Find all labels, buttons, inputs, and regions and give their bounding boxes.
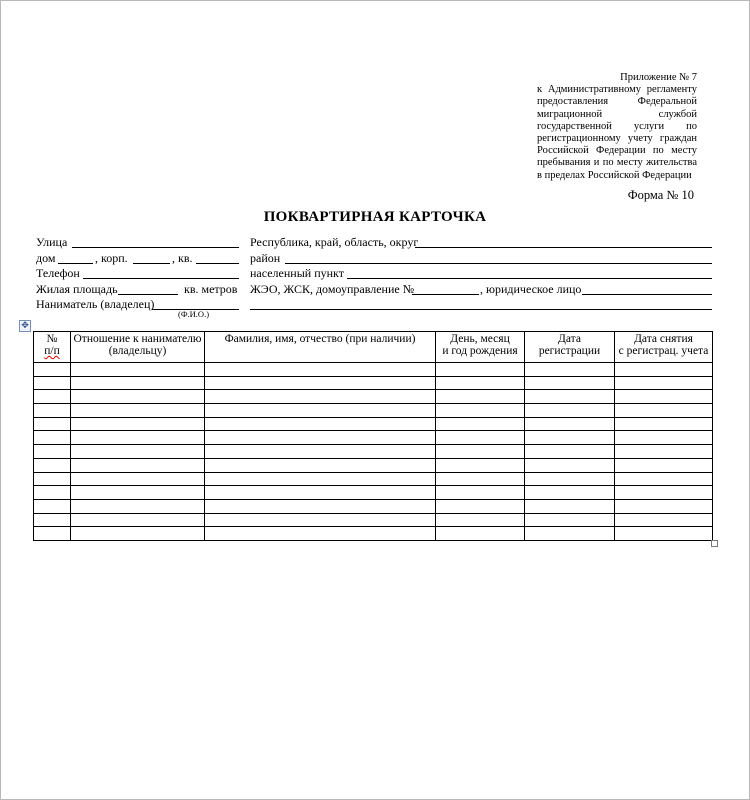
table-cell[interactable] bbox=[71, 445, 205, 459]
building-label: , корп. bbox=[95, 251, 128, 265]
table-row bbox=[34, 527, 713, 541]
table-row bbox=[34, 445, 713, 459]
appendix-line: миграционной службой bbox=[537, 108, 697, 120]
form-number: Форма № 10 bbox=[627, 188, 694, 202]
table-cell[interactable] bbox=[436, 417, 525, 431]
house-field[interactable] bbox=[58, 263, 93, 264]
table-cell[interactable] bbox=[525, 458, 615, 472]
appendix-line: предоставления Федеральной bbox=[537, 96, 697, 108]
table-cell[interactable] bbox=[34, 376, 71, 390]
district-field[interactable] bbox=[285, 263, 712, 264]
housing-org-label: ЖЭО, ЖСК, домоуправление № bbox=[250, 282, 415, 296]
appendix-line: Приложение № 7 bbox=[620, 72, 697, 83]
phone-label: Телефон bbox=[36, 266, 80, 280]
header-line: Дата bbox=[558, 333, 581, 345]
table-cell[interactable] bbox=[436, 445, 525, 459]
header-line: (владельцу) bbox=[108, 345, 167, 357]
col-header-number bbox=[34, 332, 71, 363]
table-row bbox=[34, 376, 713, 390]
appendix-line: к Административному регламенту bbox=[537, 84, 697, 96]
header-line: п/п bbox=[44, 345, 60, 357]
locality-field[interactable] bbox=[347, 278, 712, 279]
header-line: День, месяц bbox=[450, 333, 510, 345]
table-cell[interactable] bbox=[71, 458, 205, 472]
table-cell[interactable] bbox=[436, 458, 525, 472]
table-cell[interactable] bbox=[71, 404, 205, 418]
table-cell[interactable] bbox=[615, 390, 713, 404]
table-cell[interactable] bbox=[615, 363, 713, 377]
table-cell[interactable] bbox=[34, 390, 71, 404]
table-cell[interactable] bbox=[436, 472, 525, 486]
col-header-birth-date bbox=[436, 332, 525, 363]
table-cell[interactable] bbox=[615, 458, 713, 472]
table-cell[interactable] bbox=[71, 527, 205, 541]
extra-line-field[interactable] bbox=[250, 309, 712, 310]
sq-meters-label: кв. метров bbox=[184, 282, 238, 296]
appendix-block bbox=[537, 72, 697, 182]
tenant-label: Наниматель (владелец) bbox=[36, 297, 155, 311]
table-cell[interactable] bbox=[525, 527, 615, 541]
table-cell[interactable] bbox=[205, 376, 436, 390]
locality-label: населенный пункт bbox=[250, 266, 344, 280]
region-field[interactable] bbox=[415, 247, 712, 248]
col-header-registration-date bbox=[525, 332, 615, 363]
table-body bbox=[34, 363, 713, 541]
table-cell[interactable] bbox=[525, 486, 615, 500]
table-cell[interactable] bbox=[205, 513, 436, 527]
table-row bbox=[34, 363, 713, 377]
table-cell[interactable] bbox=[436, 404, 525, 418]
table-cell[interactable] bbox=[34, 513, 71, 527]
street-label: Улица bbox=[36, 235, 68, 249]
table-cell[interactable] bbox=[436, 513, 525, 527]
table-cell[interactable] bbox=[71, 390, 205, 404]
table-cell[interactable] bbox=[71, 431, 205, 445]
table-cell[interactable] bbox=[525, 499, 615, 513]
header-line: Фамилия, имя, отчество (при наличии) bbox=[224, 333, 416, 345]
table-cell[interactable] bbox=[615, 472, 713, 486]
appendix-line: государственной услуги по bbox=[537, 120, 697, 132]
table-cell[interactable] bbox=[34, 486, 71, 500]
table-cell[interactable] bbox=[34, 458, 71, 472]
appendix-line: пребывания и по месту жительства bbox=[537, 157, 697, 169]
appendix-line: в пределах Российской Федерации bbox=[537, 169, 692, 181]
table-cell[interactable] bbox=[34, 472, 71, 486]
table-cell[interactable] bbox=[525, 417, 615, 431]
table-cell[interactable] bbox=[525, 431, 615, 445]
table-cell[interactable] bbox=[615, 376, 713, 390]
table-cell[interactable] bbox=[34, 417, 71, 431]
table-cell[interactable] bbox=[205, 390, 436, 404]
table-cell[interactable] bbox=[525, 390, 615, 404]
table-row bbox=[34, 486, 713, 500]
table-cell[interactable] bbox=[615, 527, 713, 541]
col-header-full-name bbox=[205, 332, 436, 363]
table-cell[interactable] bbox=[71, 499, 205, 513]
table-cell[interactable] bbox=[525, 445, 615, 459]
table-cell[interactable] bbox=[436, 376, 525, 390]
table-cell[interactable] bbox=[71, 363, 205, 377]
table-cell[interactable] bbox=[205, 486, 436, 500]
table-cell[interactable] bbox=[205, 417, 436, 431]
table-cell[interactable] bbox=[205, 363, 436, 377]
table-row bbox=[34, 390, 713, 404]
district-label: район bbox=[250, 251, 281, 265]
table-cell[interactable] bbox=[436, 499, 525, 513]
table-cell[interactable] bbox=[525, 472, 615, 486]
table-cell[interactable] bbox=[34, 363, 71, 377]
header-line: регистрации bbox=[538, 345, 601, 357]
table-row bbox=[34, 417, 713, 431]
appendix-line: регистрационному учету граждан bbox=[537, 133, 697, 145]
table-cell[interactable] bbox=[436, 527, 525, 541]
table-cell[interactable] bbox=[34, 404, 71, 418]
registration-table bbox=[33, 331, 713, 541]
table-row bbox=[34, 513, 713, 527]
building-field[interactable] bbox=[133, 263, 170, 264]
col-header-relation bbox=[71, 332, 205, 363]
table-row bbox=[34, 431, 713, 445]
table-cell[interactable] bbox=[525, 363, 615, 377]
appendix-line: Российской Федерации по месту bbox=[537, 145, 697, 157]
phone-field[interactable] bbox=[83, 278, 239, 279]
table-cell[interactable] bbox=[205, 458, 436, 472]
fio-caption: (Ф.И.О.) bbox=[178, 309, 210, 319]
table-move-icon[interactable]: ✥ bbox=[19, 320, 31, 332]
table-cell[interactable] bbox=[615, 445, 713, 459]
table-cell[interactable] bbox=[205, 431, 436, 445]
housing-org-field[interactable] bbox=[412, 294, 479, 295]
table-cell[interactable] bbox=[436, 486, 525, 500]
street-field[interactable] bbox=[72, 247, 239, 248]
house-label: дом bbox=[36, 251, 56, 265]
table-cell[interactable] bbox=[205, 499, 436, 513]
table-cell[interactable] bbox=[205, 472, 436, 486]
legal-entity-field[interactable] bbox=[582, 294, 712, 295]
table-cell[interactable] bbox=[615, 417, 713, 431]
header-line: Отношение к нанимателю bbox=[73, 333, 202, 345]
table-cell[interactable] bbox=[34, 499, 71, 513]
header-line: и год рождения bbox=[442, 345, 518, 357]
table-resize-handle[interactable] bbox=[711, 540, 718, 547]
table-cell[interactable] bbox=[205, 445, 436, 459]
table-cell[interactable] bbox=[436, 431, 525, 445]
table-header-row bbox=[34, 332, 713, 363]
table-cell[interactable] bbox=[71, 417, 205, 431]
table-cell[interactable] bbox=[71, 513, 205, 527]
table-cell[interactable] bbox=[615, 499, 713, 513]
table-cell[interactable] bbox=[525, 376, 615, 390]
living-area-label: Жилая площадь bbox=[36, 282, 118, 296]
table-cell[interactable] bbox=[525, 513, 615, 527]
table-cell[interactable] bbox=[34, 445, 71, 459]
region-label: Республика, край, область, округ bbox=[250, 235, 419, 249]
table-cell[interactable] bbox=[205, 527, 436, 541]
table-cell[interactable] bbox=[436, 363, 525, 377]
table-cell[interactable] bbox=[436, 390, 525, 404]
apartment-label: , кв. bbox=[172, 251, 193, 265]
col-header-deregistration-date bbox=[615, 332, 713, 363]
header-line: № bbox=[46, 333, 58, 345]
table-cell[interactable] bbox=[615, 431, 713, 445]
table-row bbox=[34, 472, 713, 486]
table-row bbox=[34, 499, 713, 513]
header-line: Дата снятия bbox=[634, 333, 693, 345]
header-line: с регистрац. учета bbox=[618, 345, 709, 357]
table-cell[interactable] bbox=[615, 513, 713, 527]
table-cell[interactable] bbox=[615, 404, 713, 418]
table-row bbox=[34, 404, 713, 418]
living-area-field[interactable] bbox=[118, 294, 178, 295]
table-cell[interactable] bbox=[525, 404, 615, 418]
table-cell[interactable] bbox=[205, 404, 436, 418]
apartment-field[interactable] bbox=[196, 263, 239, 264]
table-cell[interactable] bbox=[71, 376, 205, 390]
page-title: ПОКВАРТИРНАЯ КАРТОЧКА bbox=[263, 209, 487, 225]
table-row bbox=[34, 458, 713, 472]
table-cell[interactable] bbox=[71, 472, 205, 486]
table-cell[interactable] bbox=[615, 486, 713, 500]
table-cell[interactable] bbox=[34, 527, 71, 541]
table-cell[interactable] bbox=[34, 431, 71, 445]
table-cell[interactable] bbox=[71, 486, 205, 500]
legal-entity-label: , юридическое лицо bbox=[480, 282, 582, 296]
